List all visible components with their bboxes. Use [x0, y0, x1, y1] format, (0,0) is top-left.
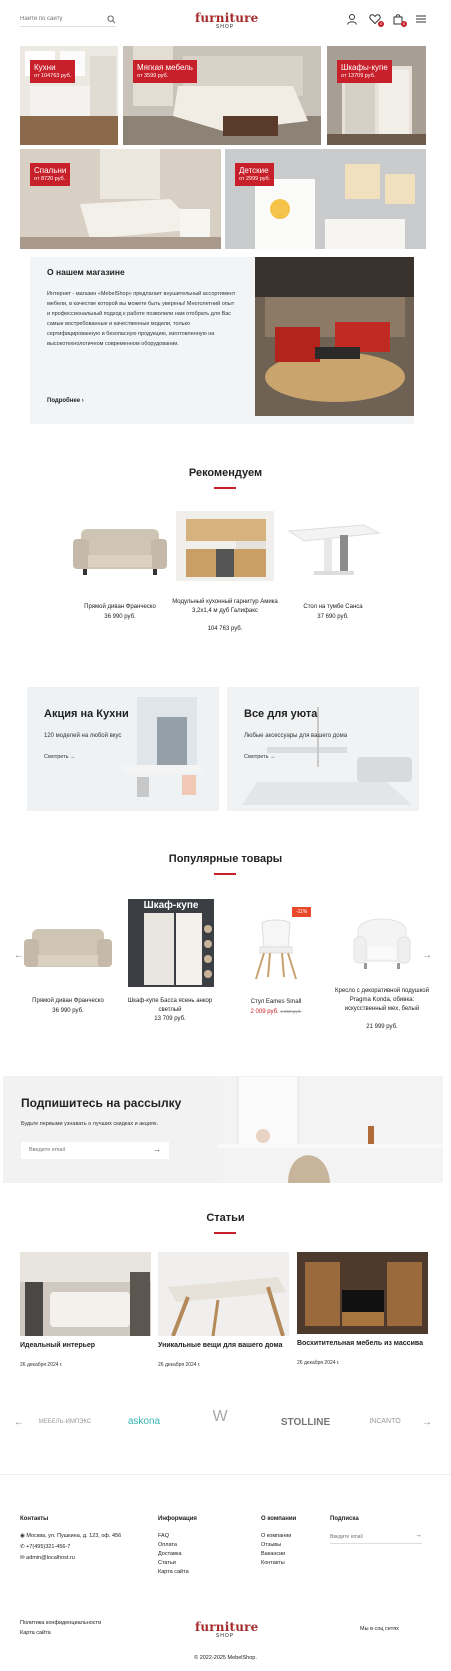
promo-subtitle: Любые аксессуары для вашего дома — [244, 733, 348, 739]
about-title: О нашем магазине — [47, 267, 125, 277]
article-date: 26 декабря 2024 г. — [158, 1362, 201, 1368]
brands-next-arrow[interactable] — [420, 1416, 434, 1430]
promo-title: Акция на Кухни — [44, 708, 129, 720]
footer-subscribe-title: Подписка — [330, 1516, 359, 1522]
product-price: 37 690 руб. — [317, 614, 349, 620]
title-underline — [214, 873, 236, 875]
article-title[interactable]: Идеальный интерьер — [20, 1342, 96, 1349]
logo-main: furniture — [195, 11, 259, 25]
sofa-image — [24, 913, 112, 981]
product-price: 21 999 руб. — [366, 1024, 398, 1030]
category-label: Мягкая мебель от 3599 руб. — [133, 60, 197, 83]
product-price: 36 990 руб. — [52, 1008, 84, 1014]
promo-subtitle: 120 моделей на любой вкус — [44, 733, 122, 739]
product-card[interactable] — [120, 899, 220, 1024]
footer-link-payment[interactable]: Оплата — [158, 1542, 177, 1548]
footer-sitemap-link[interactable]: Карта сайта — [20, 1630, 51, 1636]
article-photo — [158, 1252, 289, 1336]
footer-link-contacts[interactable]: Контакты — [261, 1560, 285, 1566]
wardrobe-caption: Шкаф-купе — [143, 900, 199, 911]
promo-banner-kitchens[interactable] — [27, 687, 219, 811]
sale-badge: -11% — [292, 907, 311, 917]
arrow-left-icon: ← — [14, 1417, 24, 1428]
search-input[interactable] — [20, 16, 100, 22]
title-underline — [214, 1232, 236, 1234]
footer-info-title: Информация — [158, 1516, 197, 1522]
category-tile-soft-furniture[interactable] — [123, 46, 321, 145]
product-price: 104 763 руб. — [207, 626, 243, 632]
article-title[interactable]: Восхитительная мебель из массива — [297, 1340, 423, 1347]
chair-image — [248, 919, 304, 981]
location-icon: ◉ — [20, 1533, 25, 1539]
product-price: 13 709 руб. — [154, 1016, 186, 1022]
footer-subscribe-input[interactable] — [330, 1534, 400, 1540]
footer-logo[interactable] — [195, 1620, 259, 1639]
product-price-group — [226, 1008, 326, 1016]
article-card[interactable] — [297, 1252, 428, 1372]
arrow-right-icon: → — [270, 754, 276, 760]
subscribe-email-field[interactable] — [21, 1142, 169, 1159]
brand-logo[interactable]: W — [212, 1408, 228, 1425]
brand-logo[interactable]: МЕБЕЛЬ-ИМПЭКС — [38, 1419, 92, 1425]
footer-link-articles[interactable]: Статьи — [158, 1560, 176, 1566]
about-text: Интернет - магазин «MebelShop» предлагает внушительный ассортимент мебели, в качестве которой вы можете быть уверены! Многолетний опыт и профессиональный подход к работе позволили нам отобрать для Вас самые востребованные и качественные модели, только сертифицированную и безопасную продукцию, изготовленную на высокотехнологичном современном оборудовании. — [47, 291, 236, 347]
article-photo — [20, 1252, 151, 1336]
mail-icon: ✉ — [20, 1555, 25, 1561]
article-photo — [297, 1252, 428, 1334]
about-section — [30, 257, 414, 424]
category-label: Шкафы-купе от 13709 руб. — [337, 60, 392, 83]
arrow-right-icon[interactable]: → — [415, 1532, 422, 1539]
store-interior-photo — [255, 257, 414, 416]
promo-title: Все для уюта — [244, 708, 318, 720]
article-title[interactable]: Уникальные вещи для вашего дома — [158, 1342, 283, 1349]
site-logo[interactable] — [195, 11, 259, 30]
subscribe-title: Подпишитесь на рассылку — [21, 1096, 182, 1110]
product-card[interactable] — [332, 905, 432, 1030]
subscribe-email-input[interactable] — [29, 1147, 139, 1153]
search-field[interactable] — [20, 13, 116, 27]
category-label: Спальни от 8720 руб. — [30, 163, 70, 186]
category-label: Кухни от 104763 руб. — [30, 60, 75, 83]
footer-subscribe-field[interactable] — [330, 1531, 422, 1544]
table-image — [284, 511, 382, 581]
article-date: 26 декабря 2024 г. — [297, 1360, 340, 1366]
footer-link-about[interactable]: О компании — [261, 1533, 292, 1539]
product-card[interactable] — [226, 905, 326, 1015]
footer-email[interactable]: ✉ admin@localhost.ru — [20, 1555, 75, 1561]
footer-link-delivery[interactable]: Доставка — [158, 1551, 182, 1557]
brand-logo[interactable]: askona — [127, 1416, 161, 1427]
footer-contacts-title: Контакты — [20, 1516, 49, 1522]
article-card[interactable] — [20, 1252, 151, 1372]
promo-kitchen-photo — [27, 687, 219, 811]
about-more-link[interactable]: Подробнее › — [47, 398, 84, 404]
product-name: Кресло с декоративной подушкой Pragma Konda, обивка: искусственный мех, белый — [335, 988, 429, 1012]
search-icon[interactable] — [107, 15, 116, 26]
product-name: Прямой диван Франческо — [84, 604, 156, 610]
logo-main: furniture — [195, 1620, 259, 1634]
copyright: © 2022-2025 MebelShop. — [194, 1655, 257, 1661]
menu-icon[interactable] — [415, 13, 427, 25]
subscribe-photo — [218, 1076, 443, 1183]
footer-company-title: О компании — [261, 1516, 297, 1522]
wishlist-count-badge: 0 — [379, 21, 383, 26]
category-tile-bedrooms[interactable] — [20, 149, 221, 249]
promo-living-room-photo — [227, 687, 419, 811]
footer-link-vacancies[interactable]: Вакансии — [261, 1551, 286, 1557]
product-name: Шкаф-купе Басса ясень анкор светлый — [127, 998, 213, 1013]
arrow-right-icon: › — [81, 398, 84, 404]
product-card[interactable] — [60, 511, 180, 621]
product-name: Модульный кухонный гарнитур Амика 3,2х1,4 м дуб Галифакс — [172, 599, 278, 614]
brand-logo[interactable]: INCANTO — [369, 1418, 401, 1425]
arrow-right-icon: → — [70, 754, 76, 760]
subscribe-banner — [3, 1076, 443, 1183]
footer-divider — [0, 1474, 451, 1475]
product-card[interactable] — [18, 905, 118, 1015]
promo-link[interactable]: Смотреть → — [44, 754, 76, 760]
footer-link-sitemap[interactable]: Карта сайта — [158, 1569, 189, 1575]
recommend-title: Рекомендуем — [188, 467, 263, 479]
product-price: 36 990 руб. — [104, 614, 136, 620]
title-underline — [214, 487, 236, 489]
promo-banner-cozy[interactable] — [227, 687, 419, 811]
category-label: Детские от 2999 руб. — [235, 163, 274, 186]
logo-sub: SHOP — [215, 1633, 235, 1639]
popular-title: Популярные товары — [168, 853, 283, 865]
articles-title: Статьи — [206, 1212, 245, 1224]
user-icon[interactable] — [346, 13, 358, 25]
category-tile-wardrobes[interactable] — [327, 46, 426, 145]
wishlist-icon[interactable] — [369, 13, 381, 25]
product-name: Стол на тумбе Санса — [303, 604, 363, 610]
arrow-right-icon: → — [422, 950, 432, 961]
product-name: Стул Eames Small — [250, 999, 302, 1005]
category-tile-kitchens[interactable] — [20, 46, 118, 145]
category-tile-kids[interactable] — [225, 149, 426, 249]
cart-icon[interactable] — [392, 13, 404, 25]
promo-link[interactable]: Смотреть → — [244, 754, 276, 760]
footer-address: ◉ Москва, ул. Пушкина, д. 123, оф. 456 — [20, 1533, 122, 1539]
product-price: 2 009 руб. — [250, 1009, 279, 1015]
product-name: Прямой диван Франческо — [32, 998, 104, 1004]
arrow-right-icon: → — [422, 1417, 432, 1428]
product-card[interactable] — [278, 511, 388, 621]
kitchen-set-image — [176, 511, 274, 581]
product-card[interactable] — [170, 511, 280, 636]
sofa-image — [73, 511, 167, 581]
brands-prev-arrow[interactable] — [12, 1416, 26, 1430]
footer-phone[interactable]: ✆ +7(495)321-456-7 — [20, 1544, 71, 1550]
arrow-left-icon: ← — [14, 950, 24, 961]
footer-link-faq[interactable]: FAQ — [158, 1533, 170, 1539]
armchair-image — [350, 911, 414, 975]
cart-count-badge: 0 — [402, 21, 406, 26]
logo-sub: SHOP — [215, 24, 235, 30]
article-card[interactable] — [158, 1252, 289, 1372]
subscribe-description: Будьте первыми узнавать о лучших скидках и акциях. — [21, 1121, 159, 1127]
brand-logo[interactable]: STOLLINE — [280, 1417, 331, 1428]
footer-privacy-link[interactable]: Политика конфиденциальности — [20, 1620, 102, 1626]
footer-link-reviews[interactable]: Отзывы — [261, 1542, 282, 1548]
phone-icon: ✆ — [20, 1544, 25, 1550]
arrow-right-icon[interactable]: → — [153, 1145, 161, 1154]
product-old-price: 2 259 руб. — [280, 1009, 302, 1014]
article-date: 26 декабря 2024 г. — [20, 1362, 63, 1368]
footer-social-label: Мы в соц сетях — [360, 1626, 399, 1632]
